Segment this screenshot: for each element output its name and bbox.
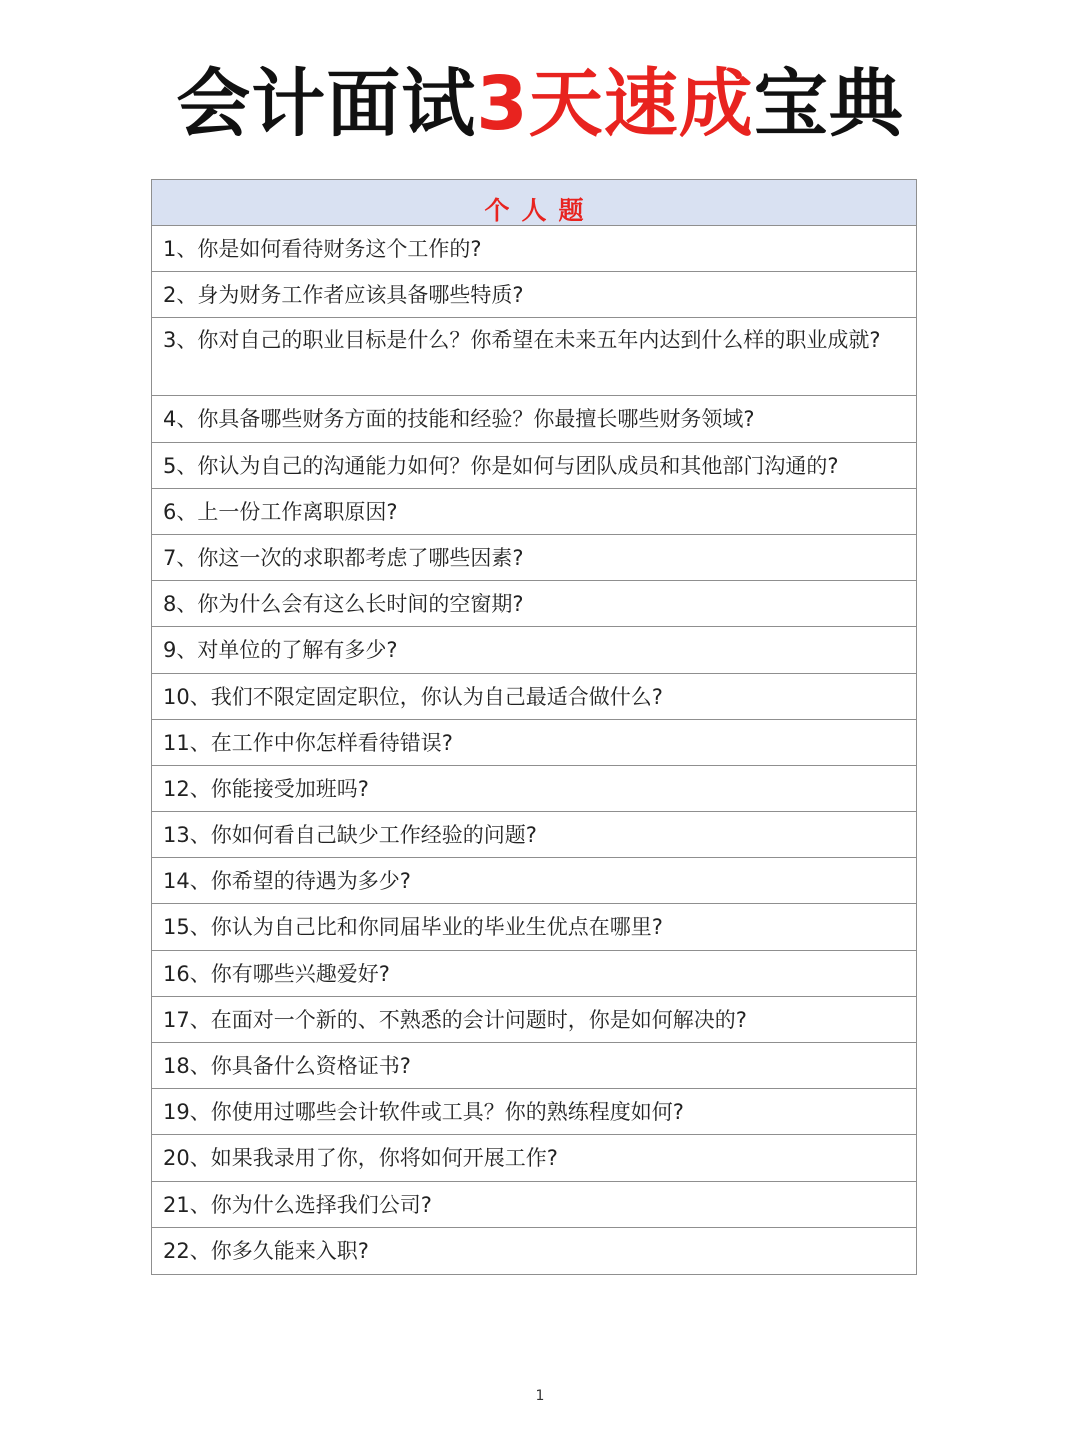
question-row: 18、你具备什么资格证书? xyxy=(152,1043,916,1089)
question-row: 7、你这一次的求职都考虑了哪些因素? xyxy=(152,535,916,581)
title-part-2-highlight: 3天速成 xyxy=(476,61,754,147)
question-row: 22、你多久能来入职? xyxy=(163,1238,369,1263)
table-header xyxy=(152,180,916,226)
question-row: 14、你希望的待遇为多少? xyxy=(152,858,916,904)
page-number: 1 xyxy=(535,1388,545,1404)
question-row: 3、你对自己的职业目标是什么？你希望在未来五年内达到什么样的职业成就? xyxy=(152,318,916,396)
question-row: 2、身为财务工作者应该具备哪些特质? xyxy=(152,272,916,318)
page-title xyxy=(0,56,1080,152)
question-row: 20、如果我录用了你，你将如何开展工作? xyxy=(152,1135,916,1181)
question-row: 19、你使用过哪些会计软件或工具？你的熟练程度如何? xyxy=(152,1089,916,1135)
question-row: 4、你具备哪些财务方面的技能和经验？你最擅长哪些财务领域? xyxy=(152,396,916,442)
question-table xyxy=(151,179,917,1275)
question-row: 8、你为什么会有这么长时间的空窗期? xyxy=(152,581,916,627)
question-row: 12、你能接受加班吗? xyxy=(152,766,916,812)
table-header-label: 个人题 xyxy=(484,195,596,225)
question-row: 21、你为什么选择我们公司? xyxy=(152,1182,916,1228)
title-part-1: 会计面试 xyxy=(176,61,477,147)
question-row: 5、你认为自己的沟通能力如何？你是如何与团队成员和其他部门沟通的? xyxy=(152,443,916,489)
question-row: 17、在面对一个新的、不熟悉的会计问题时，你是如何解决的? xyxy=(152,997,916,1043)
question-row: 6、上一份工作离职原因? xyxy=(152,489,916,535)
question-row: 13、你如何看自己缺少工作经验的问题? xyxy=(152,812,916,858)
question-row: 16、你有哪些兴趣爱好? xyxy=(152,951,916,997)
title-part-3: 宝典 xyxy=(753,61,904,147)
question-row: 10、我们不限定固定职位，你认为自己最适合做什么? xyxy=(152,674,916,720)
question-row: 1、你是如何看待财务这个工作的? xyxy=(152,226,916,272)
question-row: 9、对单位的了解有多少? xyxy=(152,627,916,673)
question-row: 11、在工作中你怎样看待错误? xyxy=(152,720,916,766)
question-row: 15、你认为自己比和你同届毕业的毕业生优点在哪里? xyxy=(152,904,916,950)
